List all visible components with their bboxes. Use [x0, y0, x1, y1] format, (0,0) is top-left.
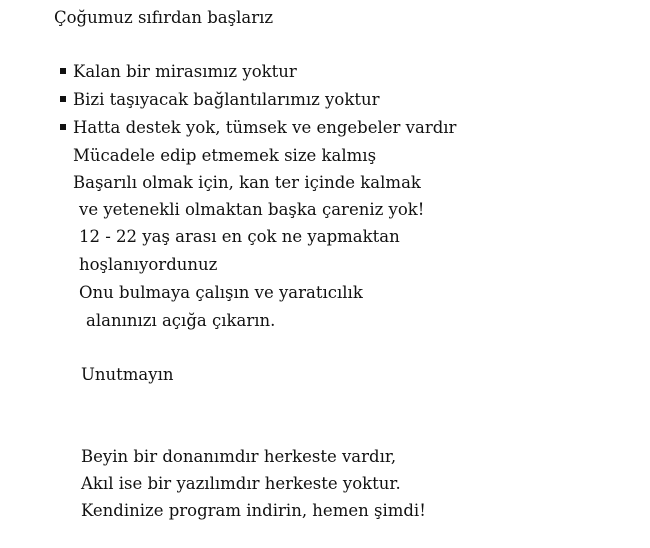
paragraph-line: hoşlanıyordunuz: [79, 255, 218, 274]
bullet-item: [60, 61, 297, 83]
paragraph-line: 12 - 22 yaş arası en çok ne yapmaktan: [79, 227, 400, 246]
paragraph-line: Başarılı olmak için, kan ter içinde kalmak: [73, 173, 421, 192]
bullet-square-icon: [60, 96, 66, 102]
reminder-text: Unutmayın: [81, 365, 174, 384]
closing-line: Beyin bir donanımdır herkeste vardır,: [81, 447, 397, 466]
paragraph-line: Mücadele edip etmemek size kalmış: [73, 146, 377, 165]
bullet-text: Bizi taşıyacak bağlantılarımız yoktur: [73, 90, 380, 109]
heading: Çoğumuz sıfırdan başlarız: [54, 8, 274, 27]
bullet-text: Hatta destek yok, tümsek ve engebeler vardır: [73, 118, 457, 137]
bullet-item: [60, 117, 456, 139]
paragraph-line: alanınızı açığa çıkarın.: [86, 311, 276, 330]
paragraph-line: Onu bulmaya çalışın ve yaratıcılık: [79, 283, 363, 302]
bullet-item: [60, 89, 379, 111]
bullet-square-icon: [60, 68, 66, 74]
bullet-square-icon: [60, 124, 66, 130]
closing-line: Akıl ise bir yazılımdır herkeste yoktur.: [81, 474, 401, 493]
closing-line: Kendinize program indirin, hemen şimdi!: [81, 501, 426, 520]
paragraph-line: ve yetenekli olmaktan başka çareniz yok!: [79, 200, 425, 219]
bullet-text: Kalan bir mirasımız yoktur: [73, 62, 297, 81]
